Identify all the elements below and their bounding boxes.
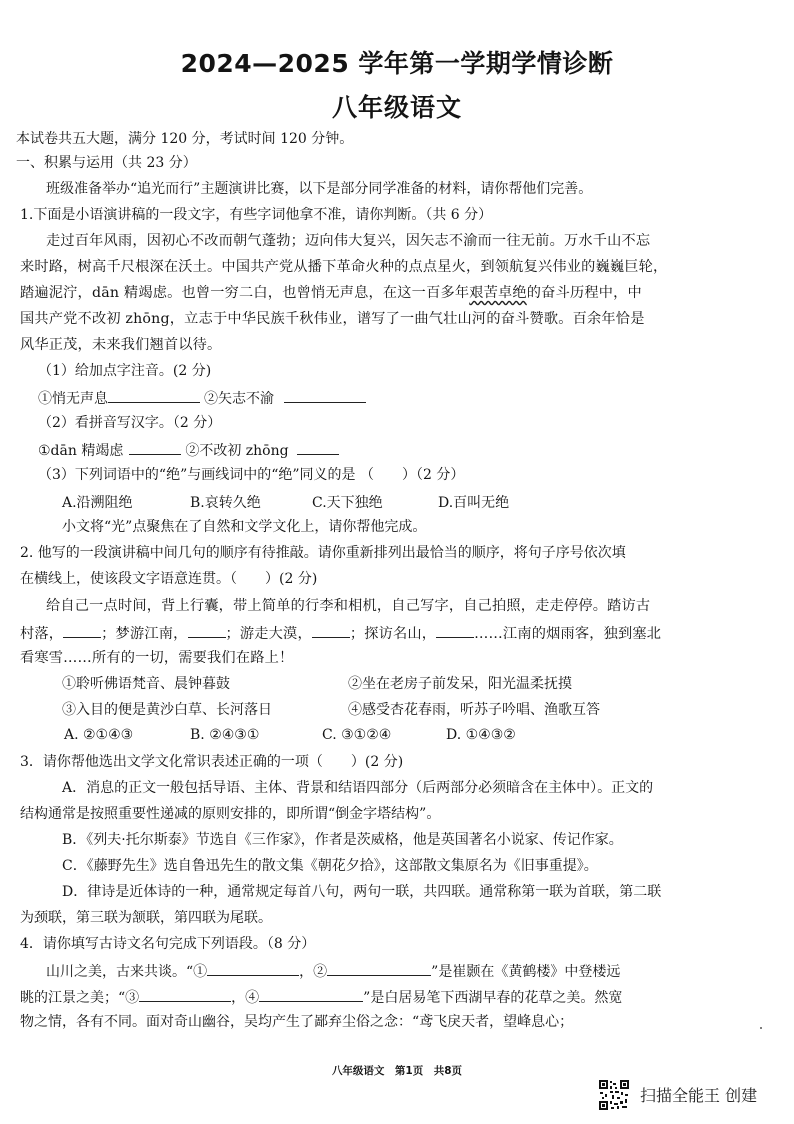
- q1-passage-text: 的奋斗历程中，中: [526, 285, 642, 301]
- q1-option-c[interactable]: C.天下独绝: [312, 495, 383, 511]
- q4-text: ，④: [231, 990, 260, 1006]
- question-4-stem: 4．请你填写古诗文名句完成下列语段。（8 分）: [20, 936, 316, 952]
- q3-option-d-cont: 为颈联，第三联为颔联，第四联为尾联。: [20, 910, 272, 926]
- q1-sub1-answers: [38, 388, 366, 408]
- q3-option-d[interactable]: D．律诗是近体诗的一种，通常规定每首八句，两句一联，共四联。通常称第一联为首联，第二联: [62, 884, 662, 900]
- q1-passage-line: 走过百年风雨，因初心不改而朝气蓬勃；迈向伟大复兴，因矢志不渝而一往无前。万水千山不忘: [46, 233, 651, 249]
- q1-sub3: （3）下列词语中的“绝”与画线词中的“绝”同义的是 （ ）（2 分）: [38, 467, 465, 483]
- q1-sub2-item-a: ①dān 精竭虑: [38, 443, 124, 459]
- answer-blank[interactable]: [108, 388, 200, 403]
- scan-speck: [760, 1027, 762, 1029]
- q2-passage-text: ；探访名山，: [349, 626, 437, 642]
- q3-option-c[interactable]: C．《藤野先生》选自鲁迅先生的散文集《朝花夕拾》，这部散文集原名为《旧事重提》。: [62, 858, 598, 874]
- q2-sentence-1: ①聆听佛语梵音、晨钟暮鼓: [62, 676, 230, 692]
- q1-passage-line: 来时路，树高千尺根深在沃土。中国共产党从播下革命火种的点点星火，到领航复兴伟业的巍巍巨轮，: [20, 259, 668, 275]
- q2-passage-line: 给自己一点时间，背上行囊，带上简单的行李和相机，自己写字，自己拍照，走走停停。踏访古: [46, 598, 651, 614]
- q2-option-c[interactable]: C. ③①②④: [322, 727, 392, 743]
- q1-option-b[interactable]: B.哀转久绝: [190, 495, 261, 511]
- q3-option-a[interactable]: A．消息的正文一般包括导语、主体、背景和结语四部分（后两部分必须暗含在主体中）。正文的: [62, 780, 654, 796]
- answer-blank[interactable]: [312, 623, 350, 638]
- answer-blank[interactable]: [63, 623, 101, 638]
- q4-text: ”是崔颢在《黄鹤楼》中登楼远: [431, 964, 621, 980]
- answer-blank[interactable]: [297, 440, 339, 455]
- answer-blank[interactable]: [436, 623, 474, 638]
- q2-passage-text: ；梦游江南，: [101, 626, 188, 642]
- exam-subtitle: 八年级语文: [331, 93, 462, 122]
- q3-option-a-cont: 结构通常是按照重要性递减的原则安排的，即所谓“倒金字塔结构”。: [20, 806, 441, 822]
- answer-blank[interactable]: [327, 961, 431, 976]
- q1-passage-line: [20, 284, 642, 302]
- qr-code-icon: [598, 1079, 630, 1111]
- section-heading: 一、积累与运用（共 23 分）: [16, 155, 197, 171]
- question-3-stem: 3．请你帮他选出文学文化常识表述正确的一项（ ）(2 分): [20, 754, 404, 770]
- q1-passage-text: 踏遍泥泞，dān 精竭虑。也曾一穷二白，也曾悄无声息，在这一百多年: [20, 285, 470, 301]
- q2-passage-line: [20, 623, 661, 643]
- answer-blank[interactable]: [139, 987, 231, 1002]
- q1-sub2-item-b: ②不改初 zhōng: [185, 443, 289, 459]
- q2-sentence-3: ③入目的便是黄沙白草、长河落日: [62, 702, 272, 718]
- q4-text: ，②: [299, 964, 328, 980]
- q1-sub1: （1）给加点字注音。(2 分): [38, 363, 212, 379]
- q1-option-d[interactable]: D.百叫无绝: [438, 495, 510, 511]
- q4-line: [20, 987, 622, 1007]
- section-lead: 班级准备举办“追光而行”主题演讲比赛，以下是部分同学准备的材料，请你帮他们完善。: [46, 181, 593, 197]
- scanner-watermark: 扫描全能王 创建: [640, 1086, 758, 1105]
- answer-blank[interactable]: [188, 623, 226, 638]
- answer-blank[interactable]: [207, 961, 299, 976]
- question-2-stem: 在横线上，使该段文字语意连贯。（ ）(2 分): [20, 571, 318, 587]
- exam-title: 2024—2025 学年第一学期学情诊断: [180, 49, 614, 78]
- answer-blank[interactable]: [129, 440, 181, 455]
- q1-sub1-item-a: ①悄无声息: [38, 391, 108, 407]
- exam-intro: 本试卷共五大题，满分 120 分，考试时间 120 分钟。: [16, 131, 354, 147]
- question-2-stem: 2. 他写的一段演讲稿中间几句的顺序有待推敲。请你重新排列出最恰当的顺序，将句子序号依次填: [20, 545, 626, 561]
- q4-line: [46, 961, 620, 981]
- page-footer: 八年级语文 第1页 共8页: [331, 1065, 463, 1077]
- q4-line: 物之情，各有不同。面对奇山幽谷，吴均产生了鄙弃尘俗之念：“鸢飞戾天者，望峰息心；: [20, 1014, 574, 1030]
- q1-option-a[interactable]: A.沿溯阻绝: [62, 495, 133, 511]
- q1-sub1-item-b: ②矢志不渝: [204, 391, 274, 407]
- question-1-stem: 1.下面是小语演讲稿的一段文字，有些字词他拿不准，请你判断。（共 6 分）: [20, 207, 493, 223]
- q2-passage-line: 看寒雪……所有的一切，需要我们在路上！: [20, 650, 294, 666]
- q2-passage-text: ……江南的烟雨客，独到塞北: [474, 626, 662, 642]
- q2-sentence-4: ④感受杏花春雨，听苏子吟唱、渔歌互答: [348, 702, 600, 718]
- q2-option-a[interactable]: A. ②①④③: [64, 727, 134, 743]
- q1-passage-line: 风华正茂，未来我们翘首以待。: [20, 337, 222, 353]
- underlined-word: 艰苦卓绝: [469, 285, 527, 301]
- q2-option-d[interactable]: D. ①④③②: [446, 727, 516, 743]
- q1-passage-line: 国共产党不改初 zhōng，立志于中华民族千秋伟业，谱写了一曲气壮山河的奋斗赞歌。百余年恰是: [20, 311, 645, 327]
- q4-text: ”是白居易笔下西湖早春的花草之美。然宽: [363, 990, 623, 1006]
- answer-blank[interactable]: [259, 987, 363, 1002]
- answer-blank[interactable]: [284, 388, 366, 403]
- q2-passage-text: ；游走大漠，: [225, 626, 312, 642]
- transition-text: 小文将“光”点聚焦在了自然和文学文化上，请你帮他完成。: [62, 519, 427, 535]
- q2-option-b[interactable]: B. ②④③①: [190, 727, 260, 743]
- q1-sub2: （2）看拼音写汉字。（2 分）: [38, 415, 222, 431]
- q1-sub2-answers: [38, 440, 339, 460]
- q2-sentence-2: ②坐在老房子前发呆，阳光温柔抚摸: [348, 676, 572, 692]
- q4-text: 山川之美，古来共谈。“①: [46, 964, 208, 980]
- q4-text: 眺的江景之美；“③: [20, 990, 140, 1006]
- q2-passage-text: 村落，: [20, 626, 64, 642]
- q3-option-b[interactable]: B．《列夫·托尔斯泰》节选自《三作家》，作者是茨威格，他是英国著名小说家、传记作家。: [62, 832, 623, 848]
